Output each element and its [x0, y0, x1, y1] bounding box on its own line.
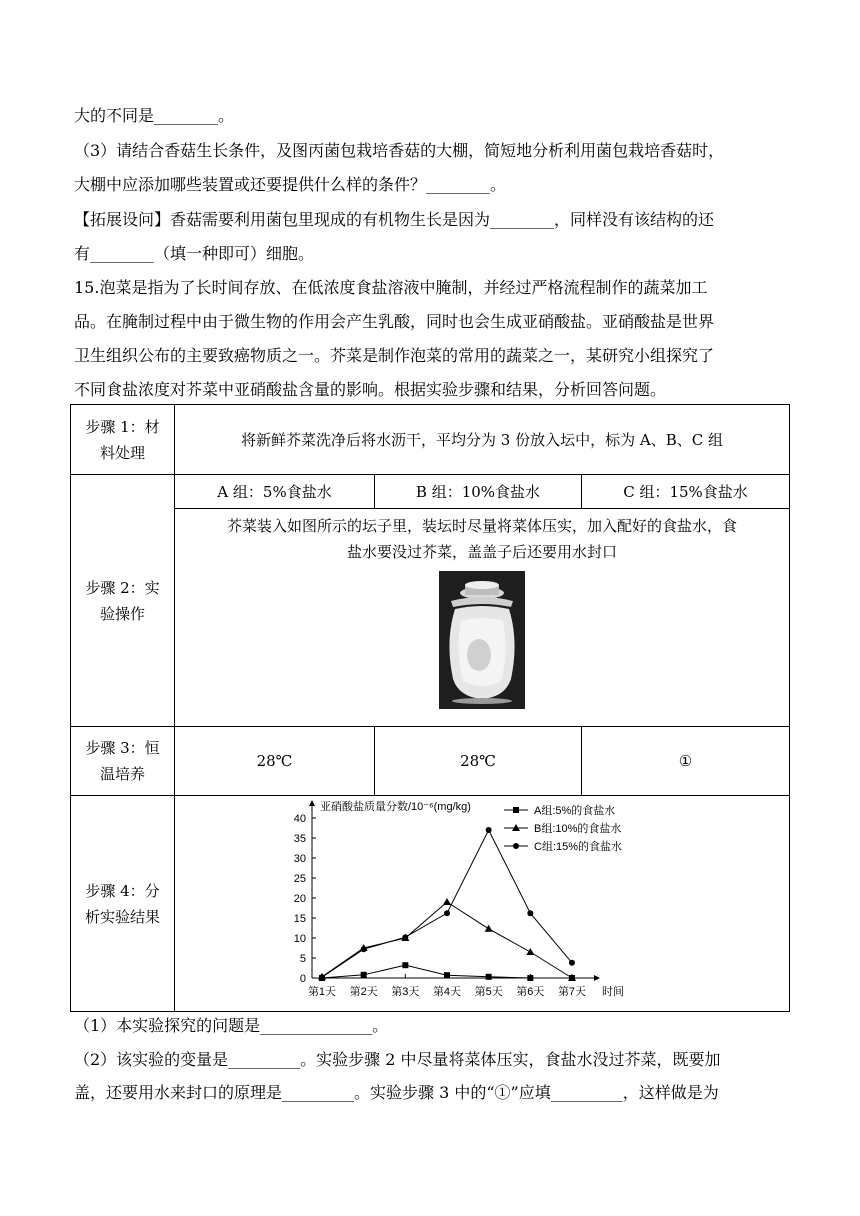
data-point — [361, 971, 367, 977]
step4-content — [175, 796, 790, 1012]
question-1: （1）本实验探究的问题是______________。 — [74, 1016, 389, 1035]
y-tick-label: 40 — [293, 812, 306, 825]
data-point — [569, 959, 575, 965]
chart-svg — [272, 798, 692, 1010]
legend-label: B组:10%的食盐水 — [534, 822, 622, 835]
step1-content: 将新鲜芥菜洗净后将水沥干，平均分为 3 份放入坛中，标为 A、B、C 组 — [175, 405, 790, 475]
group-b-cell: B 组：10%食盐水 — [375, 475, 582, 509]
x-axis-label: 时间 — [602, 985, 624, 998]
x-tick-label: 第6天 — [516, 985, 545, 998]
temp-a-cell: 28℃ — [175, 727, 375, 796]
step2-label: 步骤 2：实 验操作 — [71, 475, 175, 727]
data-point — [402, 962, 408, 968]
y-tick-label: 0 — [299, 972, 306, 985]
question-2b: 盖，还要用水来封口的原理是_________。实验步骤 3 中的“①”应填_________，这样做是为 — [74, 1083, 719, 1102]
x-tick-label: 第7天 — [557, 985, 587, 998]
group-c-cell: C 组：15%食盐水 — [582, 475, 790, 509]
data-point — [485, 924, 493, 931]
y-tick-label: 15 — [293, 912, 306, 925]
y-tick-label: 5 — [299, 952, 306, 965]
legend-marker — [513, 843, 519, 849]
data-point — [526, 948, 534, 955]
nitrite-chart — [272, 798, 692, 1010]
line-8: 卫生组织公布的主要致癌物质之一。芥菜是制作泡菜的常用的蔬菜之一，某研究小组探究了 — [74, 346, 715, 365]
data-point — [444, 972, 450, 978]
data-point — [402, 934, 408, 940]
group-a-cell: A 组：5%食盐水 — [175, 475, 375, 509]
question-2a: （2）该实验的变量是_________。实验步骤 2 中尽量将菜体压实，食盐水没过芥菜，既要加 — [74, 1050, 721, 1069]
line-6: 15.泡菜是指为了长时间存放、在低浓度食盐溶液中腌制，并经过严格流程制作的蔬菜加工 — [74, 278, 708, 297]
data-point — [319, 974, 325, 980]
line-2: （3）请结合香菇生长条件，及图丙菌包栽培香菇的大棚，简短地分析利用菌包栽培香菇时， — [74, 141, 725, 160]
data-point — [527, 975, 533, 981]
x-tick-label: 第4天 — [432, 985, 462, 998]
x-tick-label: 第1天 — [307, 985, 337, 998]
data-point — [527, 910, 533, 916]
data-point — [486, 973, 492, 979]
temp-b-cell: 28℃ — [375, 727, 582, 796]
step2-text-b: 盐水要没过芥菜，盖盖子后还要用水封口 — [346, 543, 617, 561]
data-point — [444, 910, 450, 916]
y-axis-arrow — [309, 800, 315, 806]
y-tick-label: 30 — [293, 852, 306, 865]
y-tick-label: 10 — [293, 932, 306, 945]
legend-label: A组:5%的食盐水 — [534, 804, 616, 817]
pickle-jar-image — [439, 571, 525, 709]
x-tick-label: 第3天 — [391, 985, 420, 998]
step2-content — [175, 509, 790, 727]
x-axis-arrow — [594, 975, 600, 981]
experiment-table — [70, 404, 790, 1012]
line-4: 【拓展设问】香菇需要利用菌包里现成的有机物生长是因为________，同样没有该结构的还 — [74, 210, 715, 229]
data-point — [361, 946, 367, 952]
step1-label: 步骤 1：材 料处理 — [71, 405, 175, 475]
line-9: 不同食盐浓度对芥菜中亚硝酸盐含量的影响。根据实验步骤和结果，分析回答问题。 — [74, 380, 667, 399]
x-tick-label: 第5天 — [474, 985, 503, 998]
temp-c-cell: ① — [582, 727, 790, 796]
x-tick-label: 第2天 — [349, 985, 378, 998]
y-tick-label: 25 — [293, 872, 306, 885]
data-point — [486, 827, 492, 833]
y-tick-label: 35 — [293, 832, 306, 845]
line-3: 大棚中应添加哪些装置或还要提供什么样的条件？________。 — [74, 175, 507, 194]
line-1: 大的不同是________。 — [74, 106, 235, 125]
y-axis-label: 亚硝酸盐质量分数/10⁻⁶(mg/kg) — [320, 800, 471, 813]
line-7: 品。在腌制过程中由于微生物的作用会产生乳酸，同时也会生成亚硝酸盐。亚硝酸盐是世界 — [74, 312, 715, 331]
step2-text-a: 芥菜装入如图所示的坛子里，装坛时尽量将菜体压实，加入配好的食盐水，食 — [226, 517, 737, 535]
y-tick-label: 20 — [293, 892, 306, 905]
legend-label: C组:15%的食盐水 — [534, 840, 623, 853]
legend-marker — [513, 807, 519, 813]
data-point — [443, 898, 451, 905]
step4-label: 步骤 4：分 析实验结果 — [71, 796, 175, 1012]
line-5: 有________（填一种即可）细胞。 — [74, 244, 315, 263]
step3-label: 步骤 3：恒 温培养 — [71, 727, 175, 796]
